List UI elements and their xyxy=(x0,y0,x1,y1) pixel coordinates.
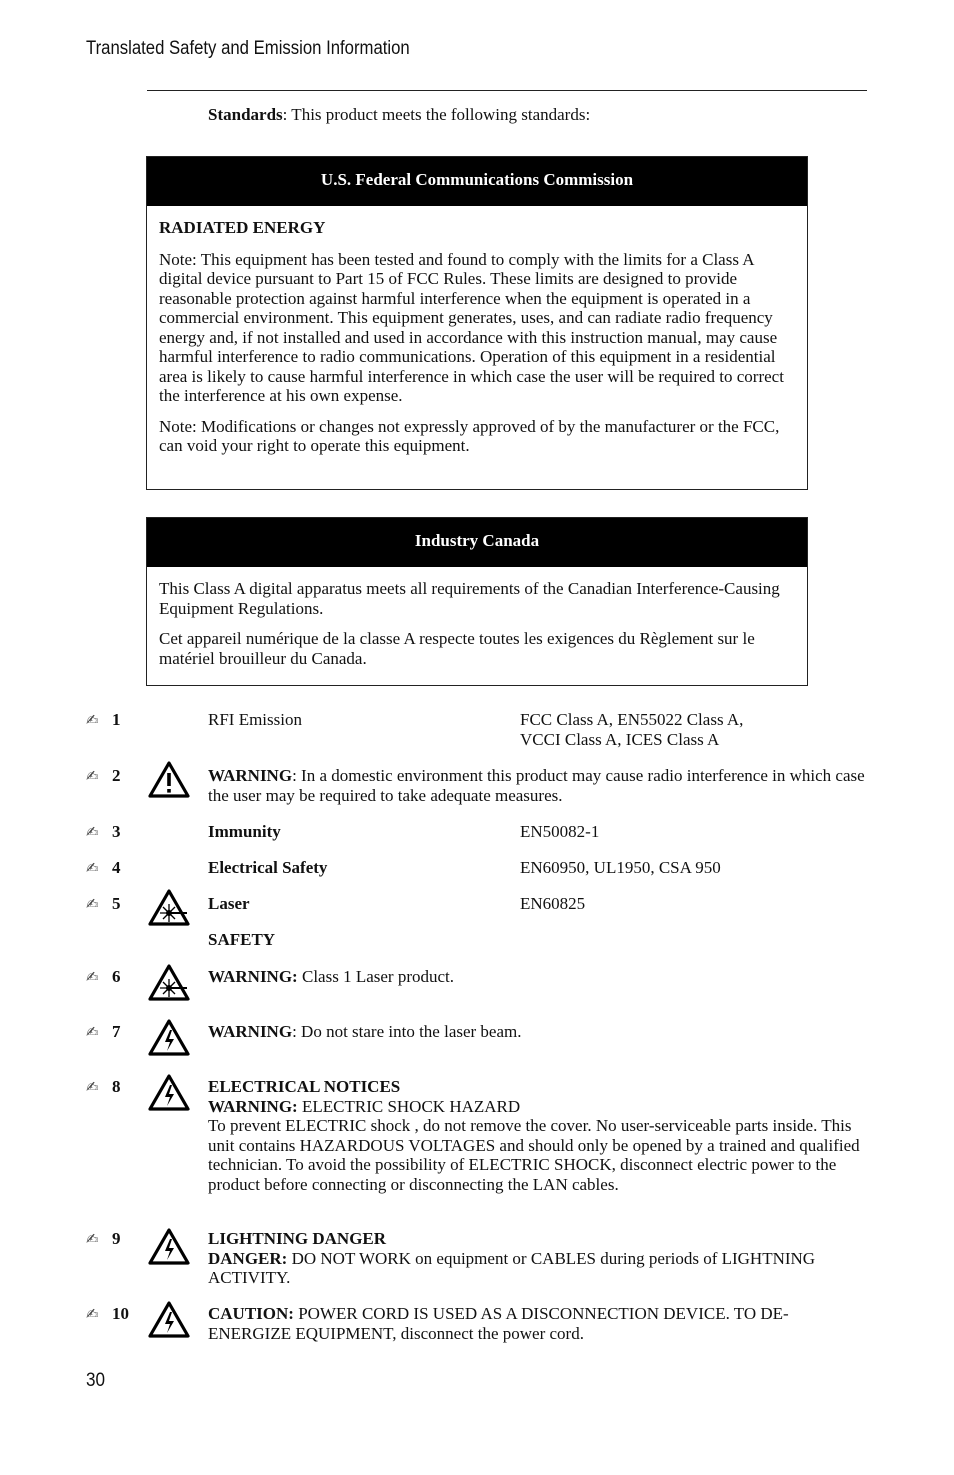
laser-radiation-icon xyxy=(147,888,191,928)
item-number: 4 xyxy=(112,858,121,877)
header-rule xyxy=(147,90,867,91)
item-label: Immunity xyxy=(208,822,281,841)
fcc-box-title: U.S. Federal Communications Commission xyxy=(147,157,807,206)
electric-hazard-icon xyxy=(147,1018,191,1058)
item-body: DO NOT WORK on equipment or CABLES during periods of LIGHTNING ACTIVITY. xyxy=(208,1248,816,1287)
item-number: 10 xyxy=(112,1304,129,1323)
fcc-box-paragraph-1: Note: This equipment has been tested and found to comply with the limits for a Class A digital device pursuant to Part 15 of FCC Rules. These limits are designed to provide reasonable protection against harmful interference when the equipment is operated in a commercial environment. This equipment generates, uses, and can radiate radio frequency energy and, if not installed and used in accordance with this instruction manual, may cause harmful interference to radio communications. Operation of this equipment in a residential area is likely to cause harmful interference in which case the user will be required to correct the interference at his own expense. xyxy=(159,249,784,405)
item-text xyxy=(208,1304,868,1343)
item-label: Laser xyxy=(208,894,250,913)
canada-box-title: Industry Canada xyxy=(147,518,807,567)
standards-text: : This product meets the following standards: xyxy=(282,105,591,124)
electric-hazard-icon xyxy=(147,1300,191,1340)
item-value: EN60950, UL1950, CSA 950 xyxy=(520,858,721,877)
standards-line xyxy=(208,105,590,125)
item-body: ELECTRIC SHOCK HAZARD xyxy=(297,1096,521,1116)
pen-icon: ✍ xyxy=(86,823,99,841)
item-value: FCC Class A, EN55022 Class A, VCCI Class A, ICES Class A xyxy=(520,710,744,749)
item-body: : In a domestic environment this product may cause radio interference in which case the user may be required to take adequate measures. xyxy=(208,766,865,805)
lightning-hazard-icon xyxy=(147,1227,191,1267)
item-bold: DANGER: xyxy=(208,1248,288,1268)
item-heading: LIGHTNING DANGER xyxy=(208,1229,387,1248)
pen-icon: ✍ xyxy=(86,1078,99,1096)
item-bold: WARNING: xyxy=(208,1096,298,1116)
item-value: EN50082-1 xyxy=(520,822,600,841)
item-bold: WARNING: xyxy=(208,967,298,986)
standards-label: Standards xyxy=(208,105,283,124)
canada-box xyxy=(146,517,808,686)
item-number: 3 xyxy=(112,822,121,841)
pen-icon: ✍ xyxy=(86,1230,99,1248)
canada-box-paragraph-2: Cet appareil numérique de la classe A respecte toutes les exigences du Règlement sur le matériel brouilleur du Canada. xyxy=(159,629,755,668)
canada-box-paragraph-1: This Class A digital apparatus meets all requirements of the Canadian Interference-Causing Equipment Regulations. xyxy=(159,579,780,618)
electric-hazard-icon xyxy=(147,1073,191,1113)
item-number: 5 xyxy=(112,894,121,913)
item-text xyxy=(208,967,868,987)
item-body: : Do not stare into the laser beam. xyxy=(292,1022,522,1041)
item-sublabel: SAFETY xyxy=(208,930,276,949)
pen-icon: ✍ xyxy=(86,1023,99,1041)
pen-icon: ✍ xyxy=(86,859,99,877)
page-number: 30 xyxy=(86,1370,106,1391)
pen-icon: ✍ xyxy=(86,711,99,729)
pen-icon: ✍ xyxy=(86,1305,99,1323)
fcc-box xyxy=(146,156,808,490)
item-label: Electrical Safety xyxy=(208,858,328,877)
item-number: 9 xyxy=(112,1229,121,1248)
pen-icon: ✍ xyxy=(86,895,99,913)
item-bold: WARNING xyxy=(208,766,293,785)
fcc-box-paragraph-2: Note: Modifications or changes not expressly approved of by the manufacturer or the FCC, can void your right to operate this equipment. xyxy=(159,416,780,455)
item-number: 7 xyxy=(112,1022,121,1041)
item-label: RFI Emission xyxy=(208,710,302,729)
item-number: 8 xyxy=(112,1077,121,1096)
item-paragraph: To prevent ELECTRIC shock , do not remove the cover. No user-serviceable parts inside. This unit contains HAZARDOUS VOLTAGES and should only be opened by a trained and qualified technician. To avoid the possibility of ELECTRIC SHOCK, disconnect electric power to the product before connecting or disconnecting the LAN cables. xyxy=(208,1116,860,1194)
item-bold: CAUTION: xyxy=(208,1304,294,1323)
item-number: 2 xyxy=(112,766,121,785)
item-heading: ELECTRICAL NOTICES xyxy=(208,1077,401,1096)
item-value: EN60825 xyxy=(520,894,586,913)
warning-triangle-icon xyxy=(147,760,191,800)
item-text xyxy=(208,766,868,805)
laser-radiation-icon xyxy=(147,963,191,1003)
pen-icon: ✍ xyxy=(86,968,99,986)
item-text xyxy=(208,1077,868,1194)
item-body: Class 1 Laser product. xyxy=(297,967,455,986)
running-head: Translated Safety and Emission Information xyxy=(86,38,410,59)
item-body: POWER CORD IS USED AS A DISCONNECTION DEVICE. TO DE-ENERGIZE EQUIPMENT, disconnect the power cord. xyxy=(208,1304,789,1343)
item-number: 6 xyxy=(112,967,121,986)
item-text xyxy=(208,1229,868,1288)
fcc-box-subtitle: RADIATED ENERGY xyxy=(159,218,326,237)
item-text xyxy=(208,1022,868,1042)
item-number: 1 xyxy=(112,710,121,729)
pen-icon: ✍ xyxy=(86,767,99,785)
item-bold: WARNING xyxy=(208,1022,293,1041)
